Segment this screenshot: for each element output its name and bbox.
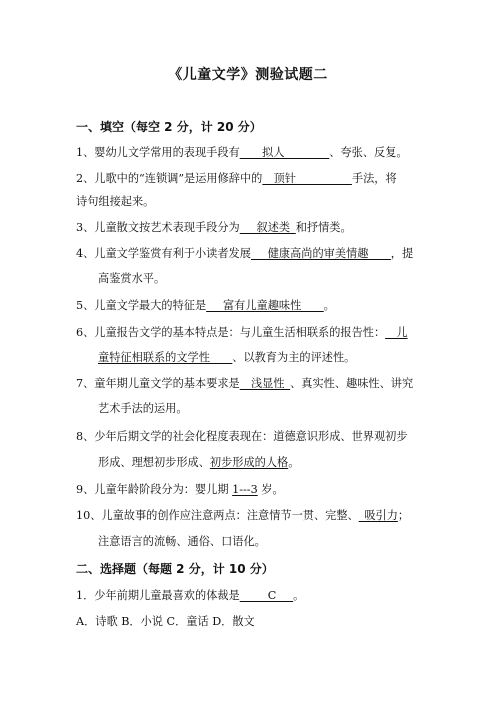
question-10: [76, 507, 409, 523]
question-text: 手法，将: [351, 172, 397, 185]
question-4: [76, 245, 413, 261]
question-text: 、以教育为主的评述性。: [232, 351, 356, 364]
choice-options: A．诗歌 B．小说 C．童话 D．散文: [76, 615, 255, 628]
section-heading-fill-in: 一、填空（每空 2 分，计 20 分）: [76, 120, 262, 134]
answer-blank: __顶针__________: [262, 172, 352, 185]
question-6-continued: [98, 349, 355, 365]
question-8: 8、少年后期文学的社会化程度表现在：道德意识形成、世界观初步: [76, 430, 408, 443]
section-heading-choice: 二、选择题（每题 2 分，计 10 分）: [76, 562, 274, 576]
answer-blank: 童特征相联系的文学性____: [98, 351, 233, 364]
question-6: [76, 324, 408, 340]
answer-blank: ___健康高尚的审美情趣____: [250, 247, 391, 260]
answer-blank: ___叙述类_: [239, 221, 296, 234]
question-text: ；: [397, 509, 410, 522]
question-10-continued: 注意语言的流畅、通俗、口语化。: [98, 535, 266, 548]
question-2-continued: 诗句组接起来。: [76, 195, 155, 208]
question-text: 7、童年期儿童文学的基本要求是: [76, 377, 240, 390]
answer-blank: _____C___: [239, 589, 294, 602]
question-1: [76, 144, 408, 160]
question-text: 5、儿童文学最大的特征是: [76, 299, 207, 312]
question-8-continued: [98, 454, 299, 470]
question-4-continued: 高鉴赏水平。: [98, 272, 166, 285]
question-text: 形成、理想初步形成、: [98, 456, 210, 469]
question-text: 。: [323, 299, 335, 312]
question-text: 。: [288, 456, 300, 469]
question-7: [76, 375, 413, 391]
question-text: 3、儿童散文按艺术表现手段分为: [76, 221, 240, 234]
answer-blank: ____拟人________: [239, 146, 330, 159]
question-text: 10、儿童故事的创作应注意两点：注意情节一贯、完整、: [76, 509, 359, 522]
choice-question-1: [76, 587, 304, 603]
question-text: 6、儿童报告文学的基本特点是：与儿童生活相联系的报告性：: [76, 326, 386, 339]
answer-blank: __浅显性_: [239, 377, 291, 390]
question-3: [76, 219, 352, 235]
answer-blank: _吸引力: [358, 509, 398, 522]
answer-blank: __儿: [385, 326, 408, 339]
question-text: 、真实性、趣味性、讲究: [290, 377, 414, 390]
page-title: 《儿童文学》测验试题二: [168, 67, 328, 83]
answer-blank: 1---3: [232, 483, 258, 496]
question-text: 4、儿童文学鉴赏有利于小读者发展: [76, 247, 251, 260]
question-text: 9、儿童年龄阶段分为：婴儿期: [76, 483, 233, 496]
question-text: 岁。: [257, 483, 284, 496]
answer-blank: 初步形成的人格: [209, 456, 289, 469]
question-text: 2、儿歌中的“连锁调”是运用修辞中的: [76, 172, 263, 185]
question-text: 1、婴幼儿文学常用的表现手段有: [76, 146, 240, 159]
answer-blank: ___富有儿童趣味性____: [206, 299, 324, 312]
question-text: 。: [293, 589, 305, 602]
question-text: 1．少年前期儿童最喜欢的体裁是: [76, 589, 240, 602]
question-text: ，提: [390, 247, 414, 260]
question-9: [76, 481, 284, 497]
question-2: [76, 170, 397, 186]
question-5: [76, 297, 335, 313]
question-text: 、夸张、反复。: [329, 146, 408, 159]
question-text: 和抒情类。: [295, 221, 352, 234]
question-7-continued: 艺术手法的运用。: [98, 402, 188, 415]
